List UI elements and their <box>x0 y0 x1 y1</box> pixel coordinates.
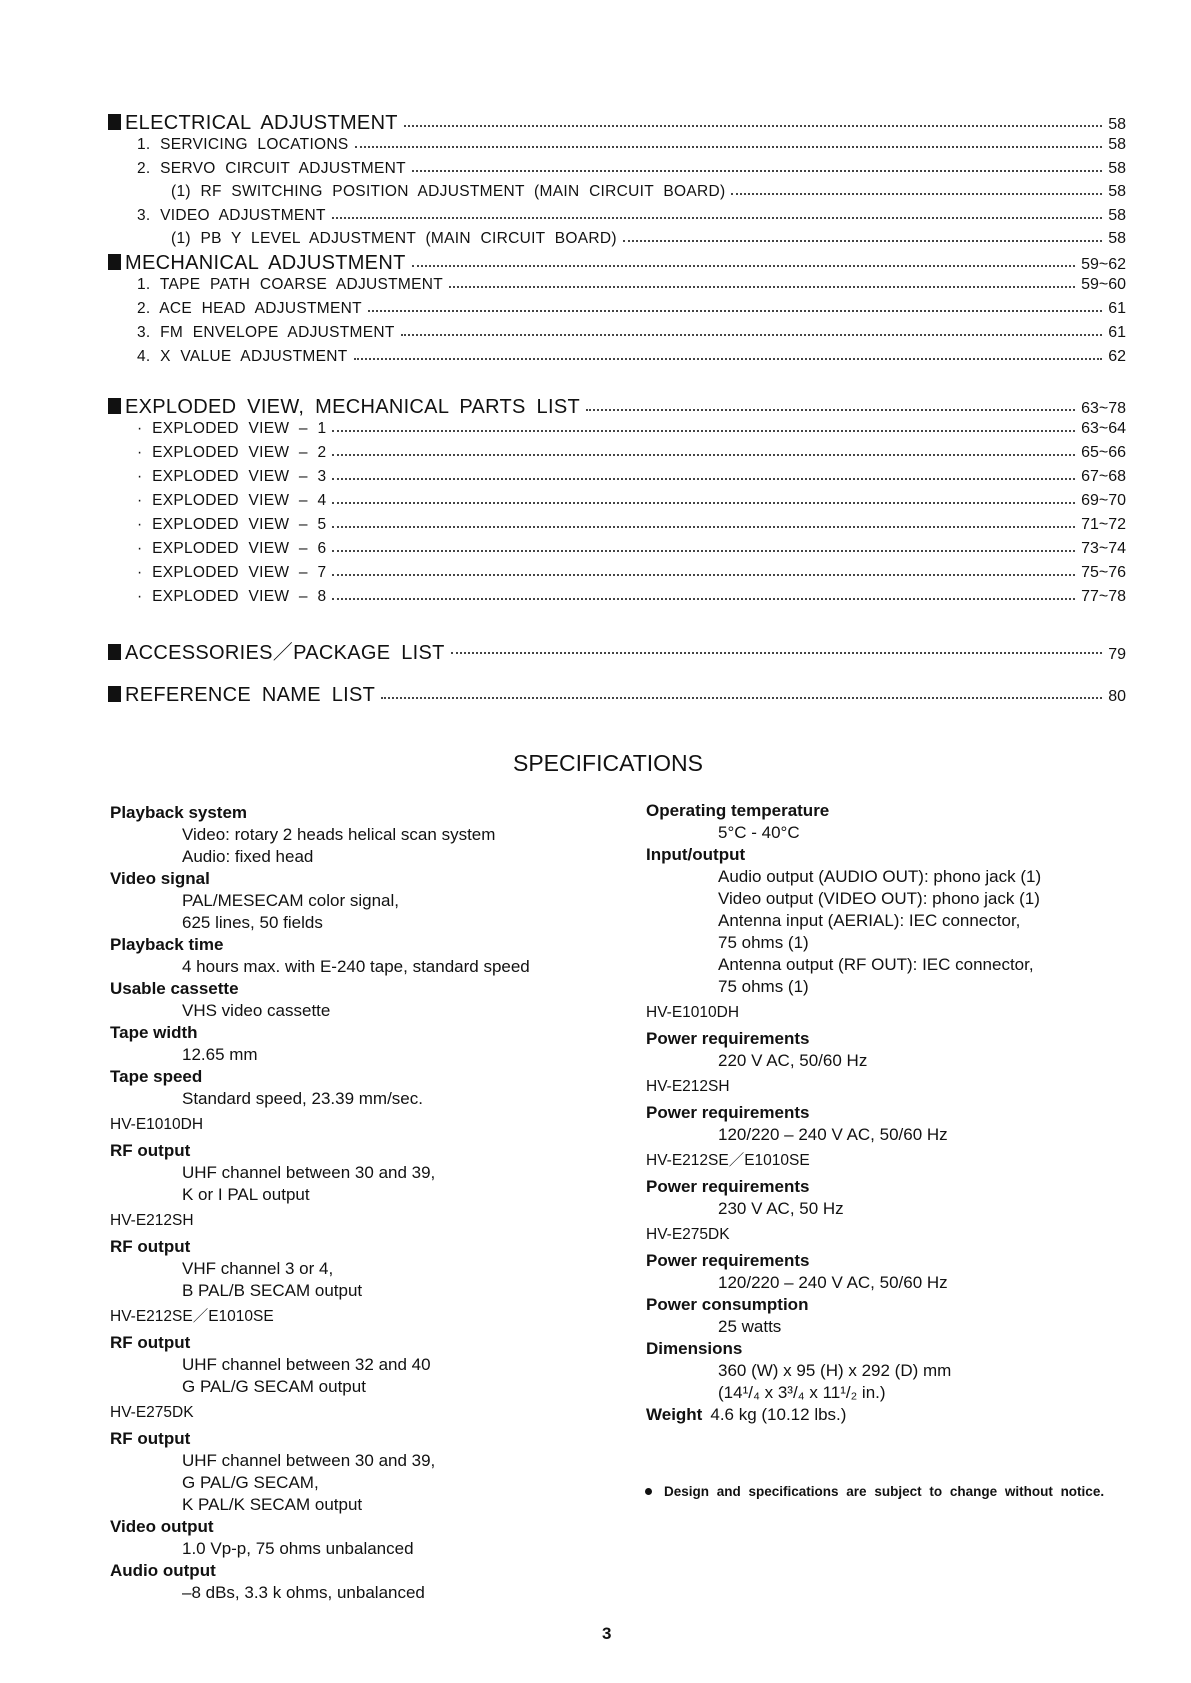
dot-leader <box>623 240 1102 242</box>
toc-entry-text: · EXPLODED VIEW – 8 <box>137 588 327 605</box>
toc-entry-text: 2. ACE HEAD ADJUSTMENT <box>137 300 362 317</box>
toc-entry <box>108 207 1126 225</box>
toc-entry-page: 58 <box>1108 230 1126 247</box>
dot-leader <box>412 265 1075 267</box>
spec-heading: RF output <box>110 1429 191 1448</box>
toc-entry-page: 58 <box>1108 136 1126 153</box>
toc-entry-page: 58 <box>1108 183 1126 200</box>
toc-entry <box>108 324 1126 342</box>
toc-entry-label <box>108 348 348 366</box>
toc-entry-page: 65~66 <box>1081 444 1126 461</box>
spec-heading: RF output <box>110 1141 191 1160</box>
toc-entry <box>108 420 1126 438</box>
spec-value: G PAL/G SECAM output <box>182 1377 366 1396</box>
spec-value: UHF channel between 30 and 39, <box>182 1163 436 1182</box>
toc-entry-page: 58 <box>1108 207 1126 224</box>
toc-entry <box>108 492 1126 510</box>
toc-entry-label <box>108 396 580 419</box>
toc-entry-page: 61 <box>1108 300 1126 317</box>
toc-entry-page: 77~78 <box>1081 588 1126 605</box>
toc-entry-text: 2. SERVO CIRCUIT ADJUSTMENT <box>137 160 406 177</box>
toc-entry-text: EXPLODED VIEW, MECHANICAL PARTS LIST <box>125 396 580 418</box>
spec-value: 25 watts <box>718 1317 782 1336</box>
spec-value: Standard speed, 23.39 mm/sec. <box>182 1089 423 1108</box>
spec-value: 120/220 – 240 V AC, 50/60 Hz <box>718 1273 948 1292</box>
spec-value: 625 lines, 50 fields <box>182 913 323 932</box>
dot-leader <box>731 193 1102 195</box>
square-bullet-icon <box>108 686 121 702</box>
toc-entry-page: 63~64 <box>1081 420 1126 437</box>
model-number: HV-E212SE／E1010SE <box>110 1308 274 1325</box>
toc-entry-label <box>108 516 326 534</box>
toc-entry-label <box>108 468 326 486</box>
toc-entry-page: 59~62 <box>1081 256 1126 273</box>
spec-value: UHF channel between 32 and 40 <box>182 1355 431 1374</box>
toc-entry-page: 69~70 <box>1081 492 1126 509</box>
dot-leader <box>332 454 1075 456</box>
toc-entry-page: 63~78 <box>1081 400 1126 417</box>
toc-entry-text: 1. TAPE PATH COARSE ADJUSTMENT <box>137 276 444 293</box>
toc-entry <box>108 348 1126 366</box>
toc-entry <box>108 564 1126 582</box>
toc-entry-text: MECHANICAL ADJUSTMENT <box>125 252 406 274</box>
toc-entry-text: ACCESSORIES／PACKAGE LIST <box>125 642 445 664</box>
spec-heading: Playback time <box>110 935 224 954</box>
model-number: HV-E1010DH <box>646 1004 740 1021</box>
dot-leader <box>332 430 1075 432</box>
dot-leader <box>354 358 1103 360</box>
toc-entry-text: · EXPLODED VIEW – 1 <box>137 420 327 437</box>
toc-entry-page: 79 <box>1108 646 1126 663</box>
spec-value: 4.6 kg (10.12 lbs.) <box>710 1405 847 1424</box>
dot-leader <box>412 170 1102 172</box>
spec-heading: Playback system <box>110 803 248 822</box>
spec-heading: Video output <box>110 1517 214 1536</box>
spec-heading: RF output <box>110 1237 191 1256</box>
toc-entry-page: 61 <box>1108 324 1126 341</box>
toc-entry-label <box>108 420 326 438</box>
specifications-right-column <box>646 800 1146 1426</box>
toc-entry-page: 80 <box>1108 688 1126 705</box>
toc-entry-text: · EXPLODED VIEW – 2 <box>137 444 327 461</box>
toc-entry <box>108 276 1126 294</box>
model-number: HV-E1010DH <box>110 1116 204 1133</box>
toc-entry-page: 73~74 <box>1081 540 1126 557</box>
spec-heading: Tape speed <box>110 1067 203 1086</box>
dot-leader <box>381 697 1102 699</box>
spec-heading: Audio output <box>110 1561 216 1580</box>
toc-entry-text: (1) PB Y LEVEL ADJUSTMENT (MAIN CIRCUIT BOARD) <box>171 230 617 247</box>
spec-heading: Operating temperature <box>646 801 830 820</box>
toc-entry-label <box>108 564 326 582</box>
toc-entry <box>108 396 1126 419</box>
toc-entry-label <box>108 324 395 342</box>
dot-leader <box>401 334 1103 336</box>
page-number: 3 <box>602 1624 612 1643</box>
specifications-left-column <box>110 802 630 1604</box>
toc-entry-text: · EXPLODED VIEW – 5 <box>137 516 327 533</box>
toc-entry-page: 62 <box>1108 348 1126 365</box>
spec-heading: Power consumption <box>646 1295 809 1314</box>
spec-value: 75 ohms (1) <box>718 933 809 952</box>
dot-leader <box>332 478 1075 480</box>
toc-entry <box>108 588 1126 606</box>
spec-value: 230 V AC, 50 Hz <box>718 1199 844 1218</box>
specifications-title: SPECIFICATIONS <box>513 750 703 776</box>
toc-entry <box>108 300 1126 318</box>
spec-value: 5°C - 40°C <box>718 823 800 842</box>
toc-entry-text: 1. SERVICING LOCATIONS <box>137 136 349 153</box>
toc-entry <box>108 252 1126 275</box>
spec-value: Antenna input (AERIAL): IEC connector, <box>718 911 1021 930</box>
toc-entry-text: · EXPLODED VIEW – 7 <box>137 564 327 581</box>
toc-entry-label <box>108 540 326 558</box>
dot-leader <box>332 502 1075 504</box>
model-number: HV-E275DK <box>646 1226 730 1243</box>
dot-leader <box>332 574 1075 576</box>
dot-leader <box>451 652 1103 654</box>
spec-heading: Power requirements <box>646 1103 810 1122</box>
bullet-icon <box>645 1488 652 1495</box>
spec-value: Video: rotary 2 heads helical scan system <box>182 825 496 844</box>
toc-entry-text: REFERENCE NAME LIST <box>125 684 376 706</box>
toc-entry <box>108 684 1126 707</box>
spec-value: 220 V AC, 50/60 Hz <box>718 1051 868 1070</box>
spec-inline-item <box>646 1404 1146 1426</box>
toc-entry <box>108 230 1126 248</box>
toc-entry-label <box>108 136 349 154</box>
spec-heading: Input/output <box>646 845 746 864</box>
spec-value: 360 (W) x 95 (H) x 292 (D) mm <box>718 1361 952 1380</box>
toc-entry <box>108 136 1126 154</box>
model-number: HV-E212SE／E1010SE <box>646 1152 810 1169</box>
spec-value: K or I PAL output <box>182 1185 310 1204</box>
spec-value: VHS video cassette <box>182 1001 331 1020</box>
toc-entry-page: 58 <box>1108 160 1126 177</box>
toc-entry-label <box>108 160 406 178</box>
spec-value: Audio: fixed head <box>182 847 314 866</box>
spec-value: –8 dBs, 3.3 k ohms, unbalanced <box>182 1583 425 1602</box>
toc-entry-page: 59~60 <box>1081 276 1126 293</box>
model-number: HV-E275DK <box>110 1404 194 1421</box>
toc-entry-label <box>108 300 362 318</box>
toc-entry-page: 75~76 <box>1081 564 1126 581</box>
spec-value: 1.0 Vp-p, 75 ohms unbalanced <box>182 1539 414 1558</box>
toc-entry-text: 4. X VALUE ADJUSTMENT <box>137 348 348 365</box>
toc-entry-label <box>108 230 617 248</box>
spec-value: VHF channel 3 or 4, <box>182 1259 334 1278</box>
spec-heading: Dimensions <box>646 1339 743 1358</box>
dot-leader <box>355 146 1103 148</box>
toc-entry <box>108 183 1126 201</box>
toc-entry-text: · EXPLODED VIEW – 6 <box>137 540 327 557</box>
spec-heading: Power requirements <box>646 1177 810 1196</box>
spec-heading: Power requirements <box>646 1029 810 1048</box>
model-number: HV-E212SH <box>646 1078 730 1095</box>
spec-heading: Usable cassette <box>110 979 239 998</box>
spec-value: PAL/MESECAM color signal, <box>182 891 399 910</box>
spec-value: UHF channel between 30 and 39, <box>182 1451 436 1470</box>
toc-entry-label <box>108 252 406 275</box>
toc-entry-text: 3. VIDEO ADJUSTMENT <box>137 207 326 224</box>
toc-entry-label <box>108 112 398 135</box>
toc-entry <box>108 112 1126 135</box>
toc-entry <box>108 160 1126 178</box>
dot-leader <box>332 217 1102 219</box>
toc-entry-label <box>108 444 326 462</box>
dot-leader <box>332 550 1075 552</box>
toc-entry-page: 71~72 <box>1081 516 1126 533</box>
spec-value: (14¹/₄ x 3³/₄ x 11¹/₂ in.) <box>718 1383 886 1402</box>
spec-heading: Tape width <box>110 1023 198 1042</box>
spec-value: 75 ohms (1) <box>718 977 809 996</box>
spec-value: Audio output (AUDIO OUT): phono jack (1) <box>718 867 1042 886</box>
toc-entry-page: 67~68 <box>1081 468 1126 485</box>
toc-entry <box>108 636 1126 665</box>
toc-entry-label <box>108 636 445 665</box>
toc-entry-label <box>108 276 443 294</box>
spec-value: 12.65 mm <box>182 1045 258 1064</box>
dot-leader <box>404 125 1102 127</box>
toc-entry-label <box>108 183 725 201</box>
spec-value: Video output (VIDEO OUT): phono jack (1) <box>718 889 1040 908</box>
toc-entry-text: · EXPLODED VIEW – 4 <box>137 492 327 509</box>
dot-leader <box>332 598 1075 600</box>
toc-entry <box>108 444 1126 462</box>
toc-entry-text: · EXPLODED VIEW – 3 <box>137 468 327 485</box>
spec-heading: Power requirements <box>646 1251 810 1270</box>
square-bullet-icon <box>108 254 121 270</box>
toc-entry-label <box>108 588 326 606</box>
toc-entry-text: ELECTRICAL ADJUSTMENT <box>125 112 398 134</box>
disclaimer-text: Design and specifications are subject to change without notice. <box>664 1484 1105 1499</box>
spec-value: B PAL/B SECAM output <box>182 1281 363 1300</box>
dot-leader <box>332 526 1075 528</box>
dot-leader <box>368 310 1102 312</box>
toc-entry-label <box>108 684 375 707</box>
square-bullet-icon <box>108 644 121 660</box>
toc-entry-text: (1) RF SWITCHING POSITION ADJUSTMENT (MAIN CIRCUIT BOARD) <box>171 183 726 200</box>
spec-value: 4 hours max. with E-240 tape, standard speed <box>182 957 530 976</box>
spec-value: G PAL/G SECAM, <box>182 1473 319 1492</box>
toc-entry-text: 3. FM ENVELOPE ADJUSTMENT <box>137 324 395 341</box>
toc-entry <box>108 516 1126 534</box>
toc-entry-label <box>108 492 326 510</box>
disclaimer-note <box>645 1484 1104 1499</box>
toc-entry-label <box>108 207 326 225</box>
spec-heading: Weight <box>646 1405 703 1424</box>
toc-entry <box>108 540 1126 558</box>
dot-leader <box>449 286 1075 288</box>
spec-value: K PAL/K SECAM output <box>182 1495 363 1514</box>
spec-heading: RF output <box>110 1333 191 1352</box>
spec-value: Antenna output (RF OUT): IEC connector, <box>718 955 1034 974</box>
square-bullet-icon <box>108 114 121 130</box>
square-bullet-icon <box>108 398 121 414</box>
toc-entry-page: 58 <box>1108 116 1126 133</box>
spec-value: 120/220 – 240 V AC, 50/60 Hz <box>718 1125 948 1144</box>
model-number: HV-E212SH <box>110 1212 194 1229</box>
spec-heading: Video signal <box>110 869 210 888</box>
dot-leader <box>586 409 1075 411</box>
toc-entry <box>108 468 1126 486</box>
